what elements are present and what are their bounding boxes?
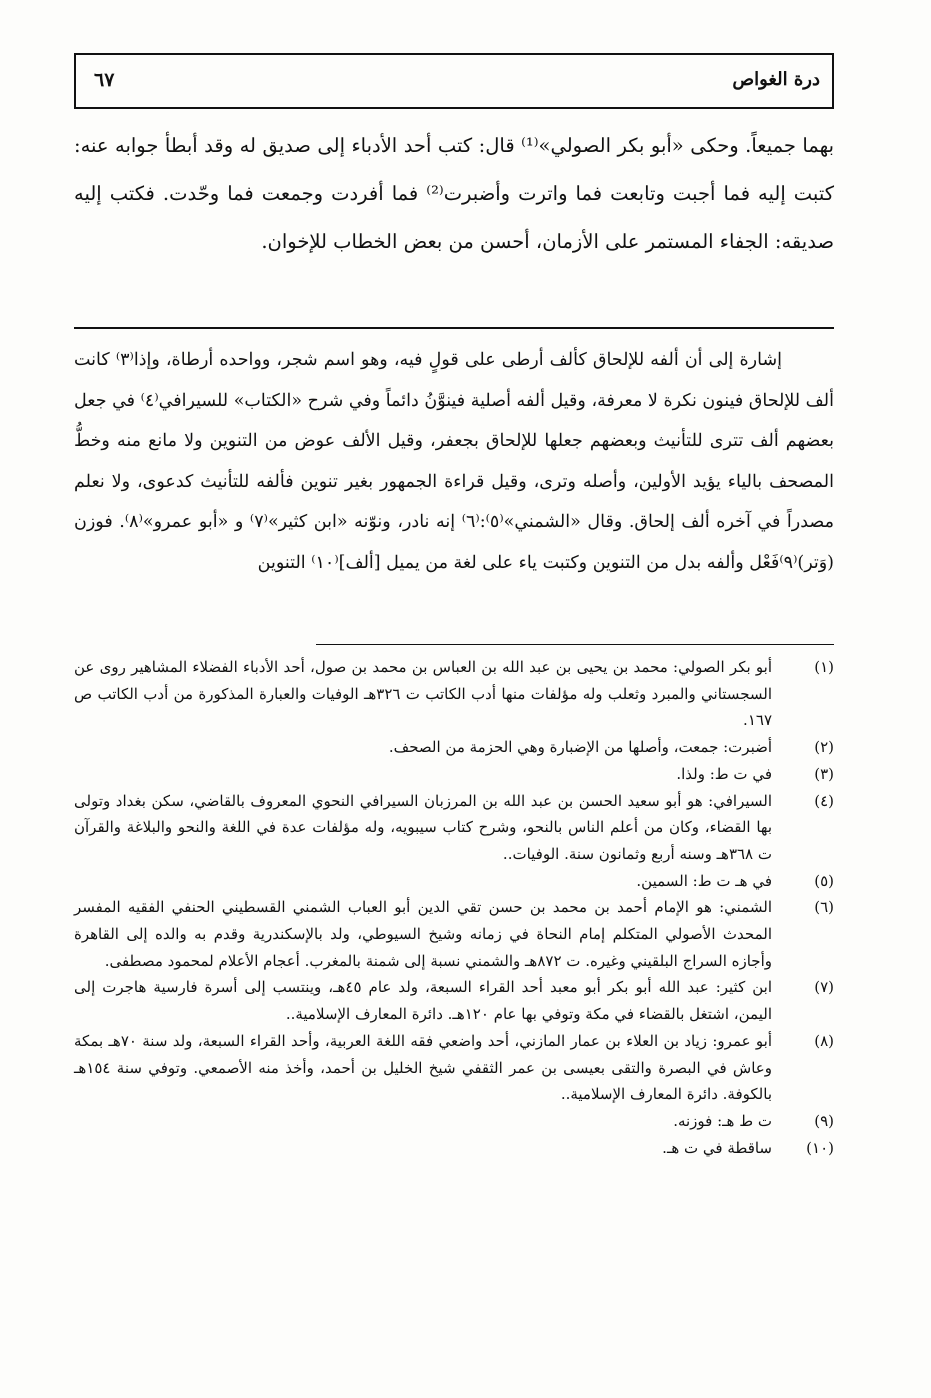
footnote-line: ابن كثير: عبد الله أبو بكر أبو معبد أحد القراء السبعة، ولد عام ٤٥هـ، وينتسب إلى أسرة فارسية هاجرت إلى اليمن، اشتغل بالقضاء في مكة وتوفي بها عام ١٢٠هـ. دائرة المعارف الإسلامية.. — [74, 978, 772, 1024]
footnote-number: (٣) — [814, 764, 834, 783]
footnote-text — [74, 1028, 772, 1108]
commentary-block — [74, 340, 834, 583]
footnote-text — [74, 868, 772, 895]
footnote-8 — [74, 1028, 834, 1108]
footnote-number: (١٠) — [806, 1138, 834, 1157]
footnote-text — [74, 761, 772, 788]
footnote-number: (٩) — [814, 1111, 834, 1130]
footnote-number: (٢) — [814, 738, 834, 757]
footnote-line: الشمني: هو الإمام أحمد بن محمد بن حسن تقي الدين أبو العباب الشمني القسطيني الحنفي الفقيه المفسر المحدث الأصولي المتكلم إمام النحاة في زمانه وشيخ السيوطي، ولد بالإسكندرية وقدم به والده إلى القاهرة وأجازه السراج البلقيني وغيره. ت ٨٧٢هـ والشمني نسبة إلى شمنة بالمغرب. أعجام الأعلام لمحمود مصطفى. — [74, 898, 772, 970]
footnote-line: أبو بكر الصولي: محمد بن يحيى بن عبد الله بن العباس بن محمد بن صول، أحد الأدباء الفضلاء المشاهير روى عن السجستاني والمبرد وثعلب وله مؤلفات منها أدب الكاتب ت ٣٢٦هـ الوفيات والعبارة المذكورة من أدب الكاتب ص ١٦٧. — [74, 658, 772, 730]
page-number: ٦٧ — [94, 69, 115, 91]
footnote-text — [74, 894, 772, 974]
footnote-5 — [74, 868, 834, 895]
footnote-line: ساقطة في ت هـ. — [662, 1138, 772, 1157]
footnote-text — [74, 734, 772, 761]
text-divider — [74, 327, 834, 329]
footnote-text — [74, 974, 772, 1027]
footnote-3 — [74, 761, 834, 788]
footnote-text — [74, 1108, 772, 1135]
header-title: درة الغواص — [732, 69, 820, 90]
footnote-text — [74, 1135, 772, 1162]
footnote-number: (٦) — [814, 898, 834, 917]
footnote-2 — [74, 734, 834, 761]
footnotes — [74, 654, 834, 1161]
footnote-line: في هـ ت ط: السمين. — [636, 871, 772, 890]
commentary-text: إشارة إلى أن ألفه للإلحاق كألف أرطى على قولٍ فيه، وهو اسم شجر، وواحده أرطاة، وإذا⁽٣⁾ كانت ألف للإلحاق فينون نكرة لا معرفة، وقيل ألفه أصلية فينوَّنُ دائماً وفي شرح «الكتاب» للسيرافي⁽٤⁾ في جعل بعضهم ألف تترى للتأنيث وبعضهم جعلها للإلحاق بجعفر، وقيل الألف عوض من التنوين ولا مانع منه وخطُّ المصحف بالياء يؤيد الأولين، وأصله وترى، وقيل قراءة الجمهور بغير تنوين فألفه للتأنيث كدعوى، ولا نعلم مصدراً في آخره ألف إلحاق. وقال «الشمني»⁽٥⁾:⁽٦⁾ إنه نادر، ونوّنه «ابن كثير»⁽٧⁾ و «أبو عمرو»⁽٨⁾. فوزن (وَتر)⁽٩⁾فَعْل وألفه بدل من التنوين وكتبت ياء على لغة من يميل [ألف]⁽١٠⁾ التنوين — [74, 350, 834, 573]
footnote-divider — [316, 644, 834, 645]
footnote-line: أضبرت: جمعت، وأصلها من الإضبارة وهي الحزمة من الصحف. — [388, 738, 772, 757]
footnote-1 — [74, 654, 834, 734]
footnote-number: (٨) — [814, 1031, 834, 1050]
running-header — [74, 53, 834, 109]
footnote-7 — [74, 974, 834, 1027]
footnote-number: (٧) — [814, 978, 834, 997]
footnote-text — [74, 788, 772, 868]
footnote-line: أبو عمرو: زياد بن العلاء بن عمار المازني، أحد واضعي فقه اللغة العربية، وأحد القراء السبعة، ولد سنة ٧٠هـ بمكة وعاش في البصرة والتقى بعيسى بن عمر الثقفي شيخ الخليل بن أحمد، وأخذ منه الأصمعي. وتوفي سنة ١٥٤هـ بالكوفة. دائرة المعارف الإسلامية.. — [74, 1031, 772, 1104]
footnote-4 — [74, 788, 834, 868]
main-text: بهما جميعاً. وحكى «أبو بكر الصولي»⁽¹⁾ قال: كتب أحد الأدباء إلى صديق له وقد أبطأ جوابه عنه: كتبت إليه فما أجبت وتابعت فما واترت وأضبرت⁽²⁾ فما أفردت وجمعت فما وحّدت. فكتب إليه صديقه: الجفاء المستمر على الأزمان، أحسن من بعض الخطاب للإخوان. — [74, 134, 834, 253]
footnote-line: في ت ط: ولذا. — [676, 764, 772, 783]
footnote-text — [74, 654, 772, 734]
footnote-line: السيرافي: هو أبو سعيد الحسن بن عبد الله بن المرزبان السيرافي النحوي المعروف بالقاضي، سكن بغداد وتولى بها القضاء، وكان من أعلم الناس بالنحو، وشرح كتاب سيبويه، وله مؤلفات عدة في اللغة والنحو والبلاغة والقرآن ت ٣٦٨هـ وسنه أربع وثمانون سنة. الوفيات.. — [74, 791, 772, 863]
footnote-6 — [74, 894, 834, 974]
footnote-10 — [74, 1135, 834, 1162]
footnote-9 — [74, 1108, 834, 1135]
footnote-number: (٥) — [814, 871, 834, 890]
footnote-number: (٤) — [814, 791, 834, 810]
footnote-line: ت ط هـ: فوزنه. — [673, 1111, 772, 1130]
footnote-number: (١) — [814, 658, 834, 676]
